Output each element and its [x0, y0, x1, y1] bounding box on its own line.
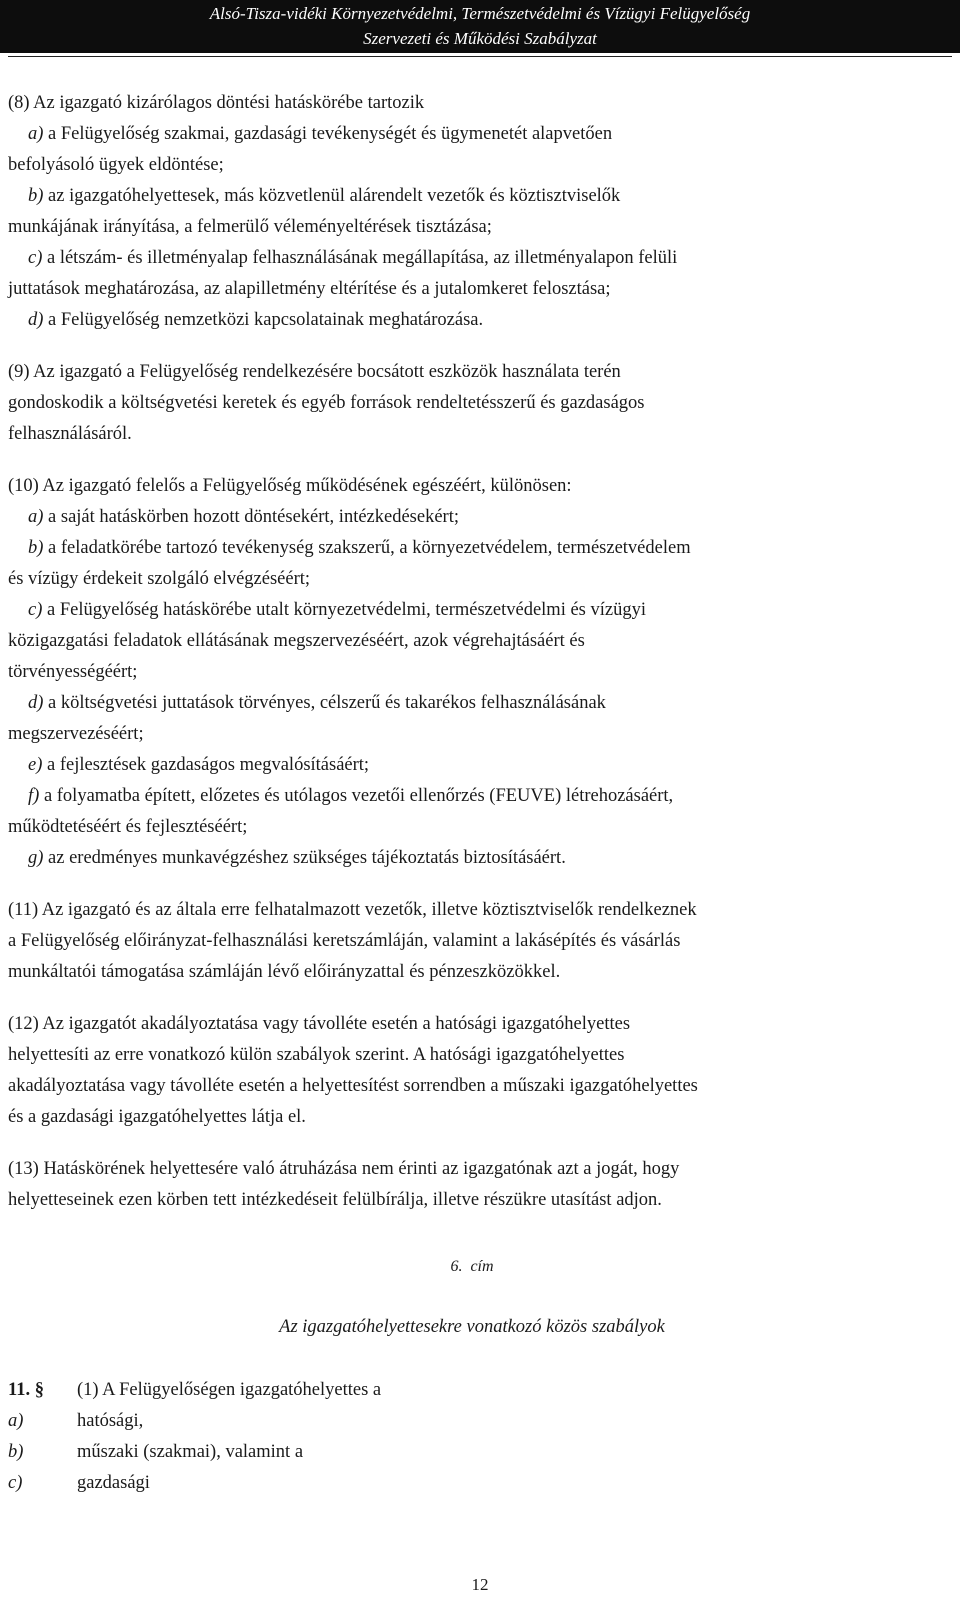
paragraph-11-line: munkáltatói támogatása számláján lévő előirányzattal és pénzeszközökkel.	[8, 962, 561, 982]
section-heading	[0, 1251, 944, 1282]
item-10d-cont: megszervezéséért;	[8, 724, 144, 744]
paragraph-12-line: akadályoztatása vagy távolléte esetén a helyettesítést sorrendben a műszaki igazgatóhelyettes	[8, 1076, 698, 1096]
page-header	[0, 0, 960, 53]
item-10f: f) a folyamatba épített, előzetes és utólagos vezetői ellenőrzés (FEUVE) létrehozásáért,	[28, 786, 674, 806]
paragraph-9-line: felhasználásáról.	[8, 424, 132, 444]
paragraph-12-line: (12) Az igazgatót akadályoztatása vagy távolléte esetén a hatósági igazgatóhelyettes	[8, 1014, 631, 1034]
paragraph-11-line: (11) Az igazgató és az általa erre felhatalmazott vezetők, illetve köztisztviselők rendelkeznek	[8, 900, 697, 920]
item-8b: b) az igazgatóhelyettesek, más közvetlenül alárendelt vezetők és köztisztviselők	[28, 186, 621, 206]
paragraph-11	[8, 895, 952, 988]
item-10g: g) az eredményes munkavégzéshez szükséges tájékoztatás biztosításáért.	[28, 848, 566, 868]
paragraph-12-line: helyettesíti az erre vonatkozó külön szabályok szerint. A hatósági igazgatóhelyettes	[8, 1045, 625, 1065]
item-10d: d) a költségvetési juttatások törvényes, célszerű és takarékos felhasználásának	[28, 693, 606, 713]
paragraph-9-line: gondoskodik a költségvetési keretek és egyéb források rendeltetésszerű és gazdaságos	[8, 393, 645, 413]
paragraph-13	[8, 1154, 952, 1216]
item-label: a)	[28, 124, 44, 144]
paragraph-8-intro: (8) Az igazgató kizárólagos döntési hatáskörébe tartozik	[8, 93, 425, 113]
paragraph-10	[8, 471, 952, 874]
header-rule	[8, 56, 952, 57]
section-11-item-c: c) gazdasági	[8, 1473, 150, 1493]
item-8a: a) a Felügyelőség szakmai, gazdasági tevékenységét és ügymenetét alapvetően	[28, 124, 613, 144]
item-10f-cont: működtetéséért és fejlesztéséért;	[8, 817, 248, 837]
header-institution: Alsó-Tisza-vidéki Környezetvédelmi, Természetvédelmi és Vízügyi Felügyelőség	[209, 4, 751, 23]
item-8c: c) a létszám- és illetményalap felhasználásának megállapítása, az illetményalapon felüli	[28, 248, 678, 268]
page-number: 12	[471, 1575, 489, 1594]
item-8c-cont: juttatások meghatározása, az alapilletmény eltérítése és a jutalomkeret felosztása;	[8, 279, 611, 299]
section-11-intro: 11. § (1) A Felügyelőségen igazgatóhelyettes a	[8, 1380, 382, 1400]
paragraph-12	[8, 1009, 952, 1133]
paragraph-9	[8, 357, 952, 450]
header-document-title: Szervezeti és Működési Szabályzat	[363, 29, 597, 48]
item-10c-cont: törvényességéért;	[8, 662, 138, 682]
item-10b: b) a feladatkörébe tartozó tevékenység szakszerű, a környezetvédelem, természetvédelem	[28, 538, 691, 558]
paragraph-8	[8, 88, 952, 336]
paragraph-11-line: a Felügyelőség előirányzat-felhasználási keretszámláján, valamint a lakásépítés és vásárlás	[8, 931, 681, 951]
item-8d: d) a Felügyelőség nemzetközi kapcsolatainak meghatározása.	[28, 310, 484, 330]
paragraph-sign: §	[34, 1380, 44, 1400]
section-word: cím	[470, 1258, 494, 1275]
section-11	[8, 1375, 952, 1499]
item-8a-cont: befolyásoló ügyek eldöntése;	[8, 155, 224, 175]
paragraph-13-line: helyetteseinek ezen körben tett intézkedéseit felülbírálja, illetve részükre utasítást adjon.	[8, 1190, 662, 1210]
item-10e: e) a fejlesztések gazdaságos megvalósításáért;	[28, 755, 370, 775]
section-11-item-a: a) hatósági,	[8, 1411, 144, 1431]
item-10a: a) a saját hatáskörben hozott döntésekért, intézkedésekért;	[28, 507, 459, 527]
paragraph-13-line: (13) Hatáskörének helyettesére való átruházása nem érinti az igazgatónak azt a jogát, hogy	[8, 1159, 680, 1179]
item-10b-cont: és vízügy érdekeit szolgáló elvégzéséért;	[8, 569, 311, 589]
section-11-number: 11.	[8, 1380, 31, 1400]
paragraph-10-intro: (10) Az igazgató felelős a Felügyelőség működésének egészéért, különösen:	[8, 476, 572, 496]
document-body	[8, 88, 952, 1216]
section-11-item-b: b) műszaki (szakmai), valamint a	[8, 1442, 304, 1462]
item-8b-cont: munkájának irányítása, a felmerülő véleményeltérések tisztázása;	[8, 217, 492, 237]
section-subtitle: Az igazgatóhelyettesekre vonatkozó közös szabályok	[279, 1317, 665, 1337]
section-number: 6.	[450, 1258, 463, 1275]
paragraph-12-line: és a gazdasági igazgatóhelyettes látja el.	[8, 1107, 306, 1127]
item-10c-cont: közigazgatási feladatok ellátásának megszervezéséért, azok végrehajtásáért és	[8, 631, 585, 651]
paragraph-9-line: (9) Az igazgató a Felügyelőség rendelkezésére bocsátott eszközök használata terén	[8, 362, 621, 382]
item-10c: c) a Felügyelőség hatáskörébe utalt környezetvédelmi, természetvédelmi és vízügyi	[28, 600, 646, 620]
